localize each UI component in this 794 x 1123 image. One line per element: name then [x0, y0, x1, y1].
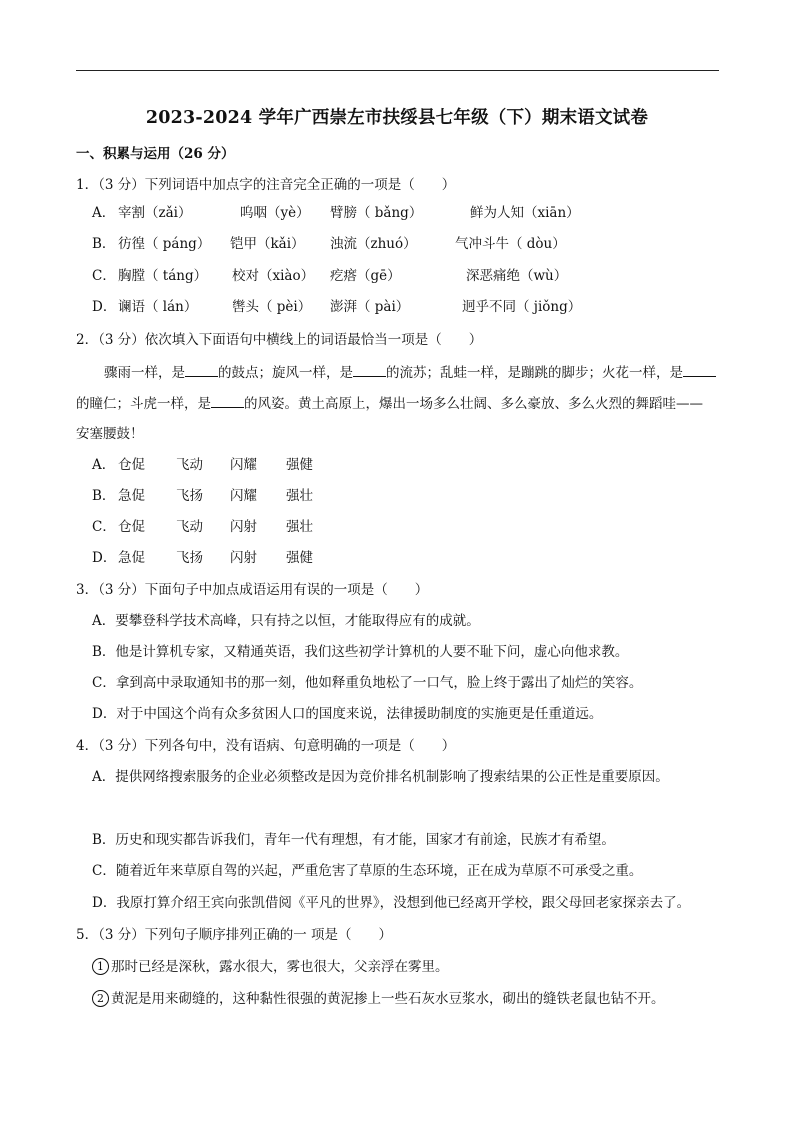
option-word: 强壮 — [286, 519, 313, 535]
item-text: 那时已经是深秋，露水很大，雾也很大，父亲浮在雾里。 — [111, 959, 449, 975]
passage-text: 的风姿。黄土高原上，爆出一场多么壮阔、多么豪放、多么火烈的舞蹈哇—— — [244, 396, 703, 412]
option-word: 闪射 — [230, 550, 257, 566]
option-item: 臂膀（ bǎng） — [330, 205, 423, 221]
section-heading: 一、积累与运用（26 分） — [76, 146, 235, 162]
question-5-stem: 5．（3 分）下列句子顺序排列正确的一 项是（ ） — [76, 927, 393, 943]
option-letter: D． — [92, 299, 117, 315]
question-3-option-c: C．拿到高中录取通知书的那一刻，他如释重负地松了一口气，脸上终于露出了灿烂的笑容。 — [92, 675, 643, 691]
circled-number: 2 — [92, 990, 109, 1007]
option-word: 飞扬 — [176, 550, 203, 566]
passage-text: 的瞳仁；斗虎一样，是 — [76, 396, 211, 412]
question-3-option-a: A．要攀登科学技术高峰，只有持之以恒，才能取得应有的成就。 — [92, 613, 480, 629]
option-item: 铠甲（kǎi） — [230, 236, 305, 252]
option-word: 飞动 — [176, 519, 203, 535]
question-4-option-b: B．历史和现实都告诉我们，青年一代有理想，有才能，国家才有前途，民族才有希望。 — [92, 832, 615, 848]
question-4-option-d: D．我原打算介绍王宾向张凯借阅《平凡的世界》，没想到他已经离开学校，跟父母回老家探亲去了。 — [92, 895, 691, 911]
fill-blank — [211, 393, 244, 408]
question-2-passage-line-1 — [104, 362, 716, 383]
option-item: 迥乎不同（ jiǒng） — [462, 299, 582, 315]
option-word: 闪耀 — [230, 457, 257, 473]
question-4-stem: 4．（3 分）下列各句中，没有语病、句意明确的一项是（ ） — [76, 738, 456, 754]
option-word: 仓促 — [118, 519, 145, 535]
fill-blank — [185, 362, 218, 377]
question-4-option-c: C．随着近年来草原自驾的兴起，严重危害了草原的生态环境，正在成为草原不可承受之重。 — [92, 863, 643, 879]
option-item: 深恶痛绝（wù） — [466, 268, 568, 284]
option-word: 强壮 — [286, 488, 313, 504]
question-2-passage-line-3: 安塞腰鼓！ — [76, 426, 144, 442]
question-3-option-b: B．他是计算机专家，又精通英语，我们这些初学计算机的人要不耻下问，虚心向他求教。 — [92, 644, 629, 660]
option-letter: D． — [92, 550, 117, 566]
option-word: 强健 — [286, 550, 313, 566]
option-word: 闪耀 — [230, 488, 257, 504]
passage-text: 的流苏；乱蛙一样，是蹦跳的脚步；火花一样，是 — [386, 365, 683, 381]
option-item: 澎湃（ pài） — [330, 299, 410, 315]
question-5-item-2 — [92, 989, 665, 1009]
fill-blank — [353, 362, 386, 377]
question-2-passage-line-2 — [76, 393, 703, 414]
question-3-option-d: D．对于中国这个尚有众多贫困人口的国度来说，法律援助制度的实施更是任重道远。 — [92, 706, 603, 722]
question-4-option-a: A．提供网络搜索服务的企业必须整改是因为竞价排名机制影响了搜索结果的公正性是重要原因。 — [92, 769, 669, 785]
header-rule — [76, 70, 719, 71]
option-item: 气冲斗牛（ dòu） — [455, 236, 566, 252]
passage-text: 骤雨一样，是 — [104, 365, 185, 381]
option-letter: C． — [92, 519, 116, 535]
option-item: 鲜为人知（xiān） — [470, 205, 580, 221]
option-letter: A． — [92, 205, 116, 221]
option-item: 宰割（zǎi） — [118, 205, 192, 221]
circled-number: 1 — [92, 958, 109, 975]
question-1-stem: 1．（3 分）下列词语中加点字的注音完全正确的一项是（ ） — [76, 177, 456, 193]
option-item: 辔头（ pèi） — [232, 299, 312, 315]
option-word: 仓促 — [118, 457, 145, 473]
option-item: 疙瘩（gē） — [330, 268, 401, 284]
question-3-stem: 3．（3 分）下面句子中加点成语运用有误的一项是（ ） — [76, 582, 429, 598]
option-word: 闪射 — [230, 519, 257, 535]
question-5-item-1 — [92, 957, 449, 977]
option-item: 呜咽（yè） — [240, 205, 310, 221]
question-2-stem: 2．（3 分）依次填入下面语句中横线上的词语最恰当一项是（ ） — [76, 332, 483, 348]
option-letter: B． — [92, 236, 116, 252]
page-title: 2023-2024 学年广西崇左市扶绥县七年级（下）期末语文试卷 — [145, 108, 649, 128]
option-letter: C． — [92, 268, 116, 284]
option-word: 飞动 — [176, 457, 203, 473]
option-letter: B． — [92, 488, 116, 504]
passage-text: 的鼓点；旋风一样，是 — [218, 365, 353, 381]
option-word: 急促 — [118, 550, 145, 566]
option-letter: A． — [92, 457, 116, 473]
option-item: 谰语（ lán） — [118, 299, 198, 315]
item-text: 黄泥是用来砌缝的，这种黏性很强的黄泥掺上一些石灰水豆浆水，砌出的缝铁老鼠也钻不开。 — [111, 991, 665, 1007]
option-item: 彷徨（ páng） — [118, 236, 211, 252]
fill-blank — [683, 362, 716, 377]
option-item: 浊流（zhuó） — [330, 236, 417, 252]
option-word: 飞扬 — [176, 488, 203, 504]
option-item: 胸膛（ táng） — [118, 268, 208, 284]
option-item: 校对（xiào） — [232, 268, 315, 284]
option-word: 急促 — [118, 488, 145, 504]
option-word: 强健 — [286, 457, 313, 473]
